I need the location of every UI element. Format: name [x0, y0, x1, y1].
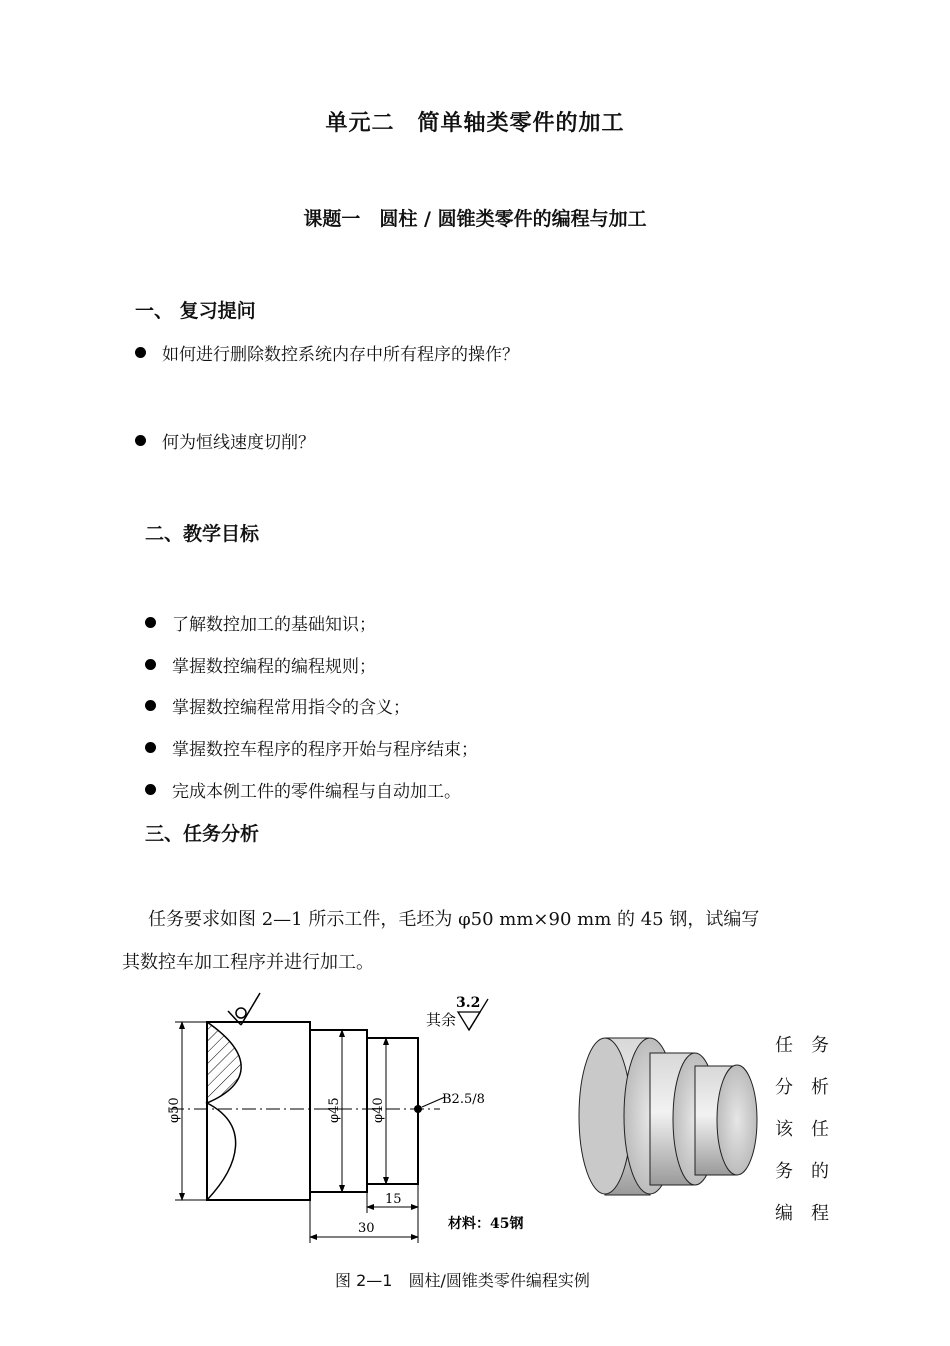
- review-question-text: 如何进行删除数控系统内存中所有程序的操作？: [162, 345, 519, 365]
- goal-text: 完成本例工件的零件编程与自动加工。: [172, 782, 461, 802]
- side-char: 该: [775, 1119, 811, 1140]
- part-3d-image: [575, 1020, 765, 1200]
- side-char: 分: [775, 1077, 811, 1098]
- goal-text: 掌握数控编程的编程规则；: [172, 657, 376, 677]
- roughness-triangle-icon: [458, 1012, 480, 1030]
- side-char: 务: [775, 1161, 811, 1182]
- bullet-icon: [145, 617, 156, 628]
- dim-15: 15: [385, 1192, 402, 1207]
- goal-item: [145, 652, 376, 677]
- side-char: 程: [811, 1203, 847, 1224]
- goal-text: 了解数控加工的基础知识；: [172, 615, 376, 635]
- task-paragraph-line2: 其数控车加工程序并进行加工。: [122, 952, 374, 973]
- bullet-icon: [135, 347, 146, 358]
- side-char: 编: [775, 1203, 811, 1224]
- figure-caption: 图 2—1 圆柱/圆锥类零件编程实例: [335, 1271, 590, 1290]
- side-char: 析: [811, 1077, 847, 1098]
- review-question-text: 何为恒线速度切削？: [162, 433, 315, 453]
- goal-item: [145, 693, 410, 718]
- side-column-right: [811, 1025, 847, 1235]
- review-question: [135, 340, 519, 365]
- section-review-heading: 一、 复习提问: [135, 300, 256, 322]
- bullet-icon: [135, 435, 146, 446]
- bullet-icon: [145, 784, 156, 795]
- center-hole-label: B2.5/8: [442, 1092, 485, 1107]
- dim-30: 30: [358, 1221, 375, 1236]
- goal-text: 掌握数控车程序的程序开始与程序结束；: [172, 740, 478, 760]
- goal-text: 掌握数控编程常用指令的含义；: [172, 698, 410, 718]
- bullet-icon: [145, 659, 156, 670]
- part-drawing: [150, 985, 570, 1255]
- dim-phi50: φ50: [167, 1097, 182, 1123]
- dim-phi40: φ40: [371, 1097, 386, 1123]
- goal-item: [145, 735, 478, 760]
- section-goals-heading: 二、教学目标: [145, 523, 260, 545]
- roughness-value: 3.2: [456, 995, 481, 1011]
- task-paragraph-line1: 任务要求如图 2—1 所示工件，毛坯为 φ50 mm×90 mm 的 45 钢，试编写: [148, 909, 760, 930]
- topic-title: 课题一 圆柱 / 圆锥类零件的编程与加工: [303, 208, 647, 230]
- section-task-heading: 三、任务分析: [145, 823, 260, 845]
- side-char: 的: [811, 1161, 847, 1182]
- dim-phi45: φ45: [327, 1097, 342, 1123]
- bullet-icon: [145, 742, 156, 753]
- review-question: [135, 428, 315, 453]
- side-column-left: [775, 1025, 811, 1235]
- roughness-mark-icon: [228, 993, 260, 1025]
- unit-title: 单元二 简单轴类零件的加工: [325, 111, 625, 136]
- goal-item: [145, 610, 376, 635]
- goal-item: [145, 777, 461, 802]
- side-char: 务: [811, 1035, 847, 1056]
- center-hole-icon: [414, 1105, 422, 1113]
- side-char: 任: [775, 1035, 811, 1056]
- bullet-icon: [145, 700, 156, 711]
- side-char: 任: [811, 1119, 847, 1140]
- roughness-rest-label: 其余: [426, 1011, 457, 1029]
- material-label: 材料：45钢: [448, 1216, 524, 1232]
